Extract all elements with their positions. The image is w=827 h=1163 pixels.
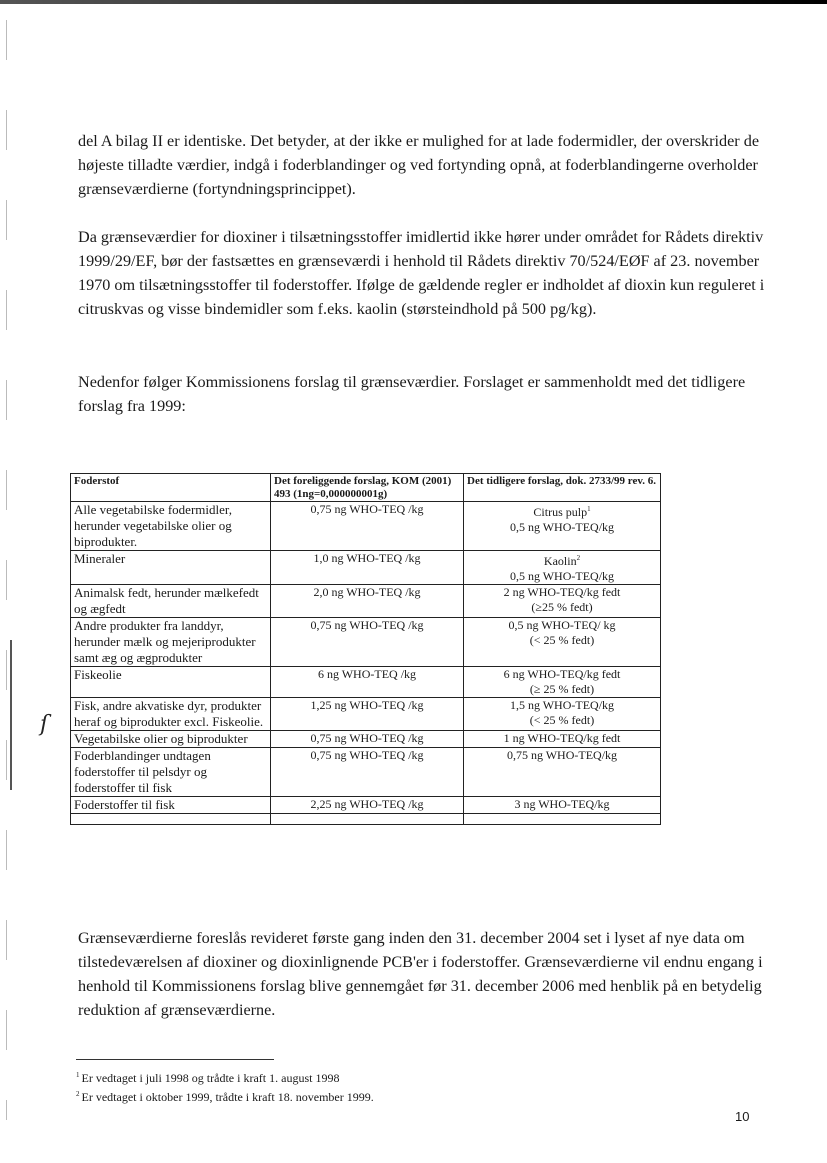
footnote-text: Er vedtaget i juli 1998 og trådte i kraft 1. august 1998 <box>81 1071 340 1085</box>
scan-edge-top <box>0 0 827 4</box>
table-row <box>71 698 661 731</box>
feed-cell: Alle vegetabilske fodermidler, herunder vegetabilske olier og biprodukter. <box>71 502 271 551</box>
current-value-cell: 0,75 ng WHO-TEQ /kg <box>271 618 464 667</box>
current-value-cell: 1,25 ng WHO-TEQ /kg <box>271 698 464 731</box>
table-row <box>71 551 661 585</box>
previous-value-cell: 6 ng WHO-TEQ/kg fedt (≥ 25 % fedt) <box>464 667 661 698</box>
header-current-proposal: Det foreliggende forslag, KOM (2001) 493 (1ng=0,000000001g) <box>271 474 464 502</box>
dioxin-limits-table <box>70 473 661 825</box>
table-row <box>71 585 661 618</box>
spacer-cell <box>71 814 271 825</box>
previous-value-cell: Citrus pulp$^1$ 0,5 ng WHO-TEQ/kg <box>464 502 661 551</box>
feed-cell: Fisk, andre akvatiske dyr, produkter heraf og biprodukter excl. Fiskeolie. <box>71 698 271 731</box>
current-value-cell: 0,75 ng WHO-TEQ /kg <box>271 502 464 551</box>
table-row <box>71 618 661 667</box>
table-row <box>71 502 661 551</box>
previous-value-cell: 0,75 ng WHO-TEQ/kg <box>464 748 661 797</box>
table-row <box>71 797 661 814</box>
current-value-cell: 6 ng WHO-TEQ /kg <box>271 667 464 698</box>
previous-value-cell: 3 ng WHO-TEQ/kg <box>464 797 661 814</box>
page-number: 10 <box>735 1109 750 1124</box>
scan-edge-left <box>6 20 7 1120</box>
feed-cell: Foderstoffer til fisk <box>71 797 271 814</box>
footnote-text: Er vedtaget i oktober 1999, trådte i kraft 18. november 1999. <box>81 1090 374 1104</box>
current-value-cell: 1,0 ng WHO-TEQ /kg <box>271 551 464 585</box>
paragraph-2: Da grænseværdier for dioxiner i tilsætningsstoffer imidlertid ikke hører under området for Rådets direktiv 1999/29/EF, bør der fastsættes en grænseværdi i henhold til Rådets direktiv 70/524/EØF af 23. november 1970 om tilsætningsstoffer til foderstoffer. Ifølge de gældende regler er indholdet af dioxin kun reguleret i citruskvas og visse bindemidler som f.eks. kaolin (størsteindhold på 500 pg/kg). <box>78 228 765 318</box>
footnote-1 <box>76 1068 339 1085</box>
footnote-2 <box>76 1087 374 1104</box>
footnote-marker: 2 <box>576 554 581 562</box>
current-value-cell: 2,25 ng WHO-TEQ /kg <box>271 797 464 814</box>
header-previous-proposal: Det tidligere forslag, dok. 2733/99 rev. 6. <box>464 474 661 502</box>
footnote-divider <box>76 1059 274 1060</box>
paragraph-3: Nedenfor følger Kommissionens forslag til grænseværdier. Forslaget er sammenholdt med det tidligere forslag fra 1999: <box>78 373 746 415</box>
previous-value-cell: 2 ng WHO-TEQ/kg fedt (≥25 % fedt) <box>464 585 661 618</box>
table-row <box>71 748 661 797</box>
footnote-mark: 2 <box>76 1090 80 1098</box>
feed-cell: Andre produkter fra landdyr, herunder mælk og mejeriprodukter samt æg og ægprodukter <box>71 618 271 667</box>
header-foderstof: Foderstof <box>71 474 271 502</box>
scan-mark-left <box>10 640 12 790</box>
paragraph-1: del A bilag II er identiske. Det betyder, at der ikke er mulighed for at lade fodermidler, der overskrider de højeste tilladte værdier, indgå i foderblandinger og ved fortynding opnå, at foderblandingerne overholder grænseværdierne (fortyndningsprincippet). <box>78 132 760 198</box>
feed-cell: Mineraler <box>71 551 271 585</box>
spacer-cell <box>271 814 464 825</box>
scan-pen-mark: ſ <box>40 712 49 737</box>
feed-cell: Vegetabilske olier og biprodukter <box>71 731 271 748</box>
previous-value-cell: 0,5 ng WHO-TEQ/ kg (< 25 % fedt) <box>464 618 661 667</box>
feed-cell: Animalsk fedt, herunder mælkefedt og ægfedt <box>71 585 271 618</box>
footnote-marker: 1 <box>587 505 591 513</box>
current-value-cell: 2,0 ng WHO-TEQ /kg <box>271 585 464 618</box>
previous-value-cell: 1,5 ng WHO-TEQ/kg (< 25 % fedt) <box>464 698 661 731</box>
spacer-cell <box>464 814 661 825</box>
previous-value-cell: 1 ng WHO-TEQ/kg fedt <box>464 731 661 748</box>
footnote-mark: 1 <box>76 1071 80 1079</box>
table-row <box>71 667 661 698</box>
current-value-cell: 0,75 ng WHO-TEQ /kg <box>271 748 464 797</box>
previous-value-cell: Kaolin$^2$ 0,5 ng WHO-TEQ/kg <box>464 551 661 585</box>
table-row <box>71 731 661 748</box>
current-value-cell: 0,75 ng WHO-TEQ /kg <box>271 731 464 748</box>
table-header-row <box>71 474 661 502</box>
paragraph-4: Grænseværdierne foreslås revideret første gang inden den 31. december 2004 set i lyset af nye data om tilstedeværelsen af dioxiner og dioxinlignende PCB'er i foderstoffer. Grænseværdierne vil endnu engang i henhold til Kommissionens forslag blive gennemgået før 31. december 2006 med henblik på en betydelig reduktion af grænseværdierne. <box>78 929 763 1019</box>
feed-cell: Foderblandinger undtagen foderstoffer til pelsdyr og foderstoffer til fisk <box>71 748 271 797</box>
table-spacer-row <box>71 814 661 825</box>
feed-cell: Fiskeolie <box>71 667 271 698</box>
